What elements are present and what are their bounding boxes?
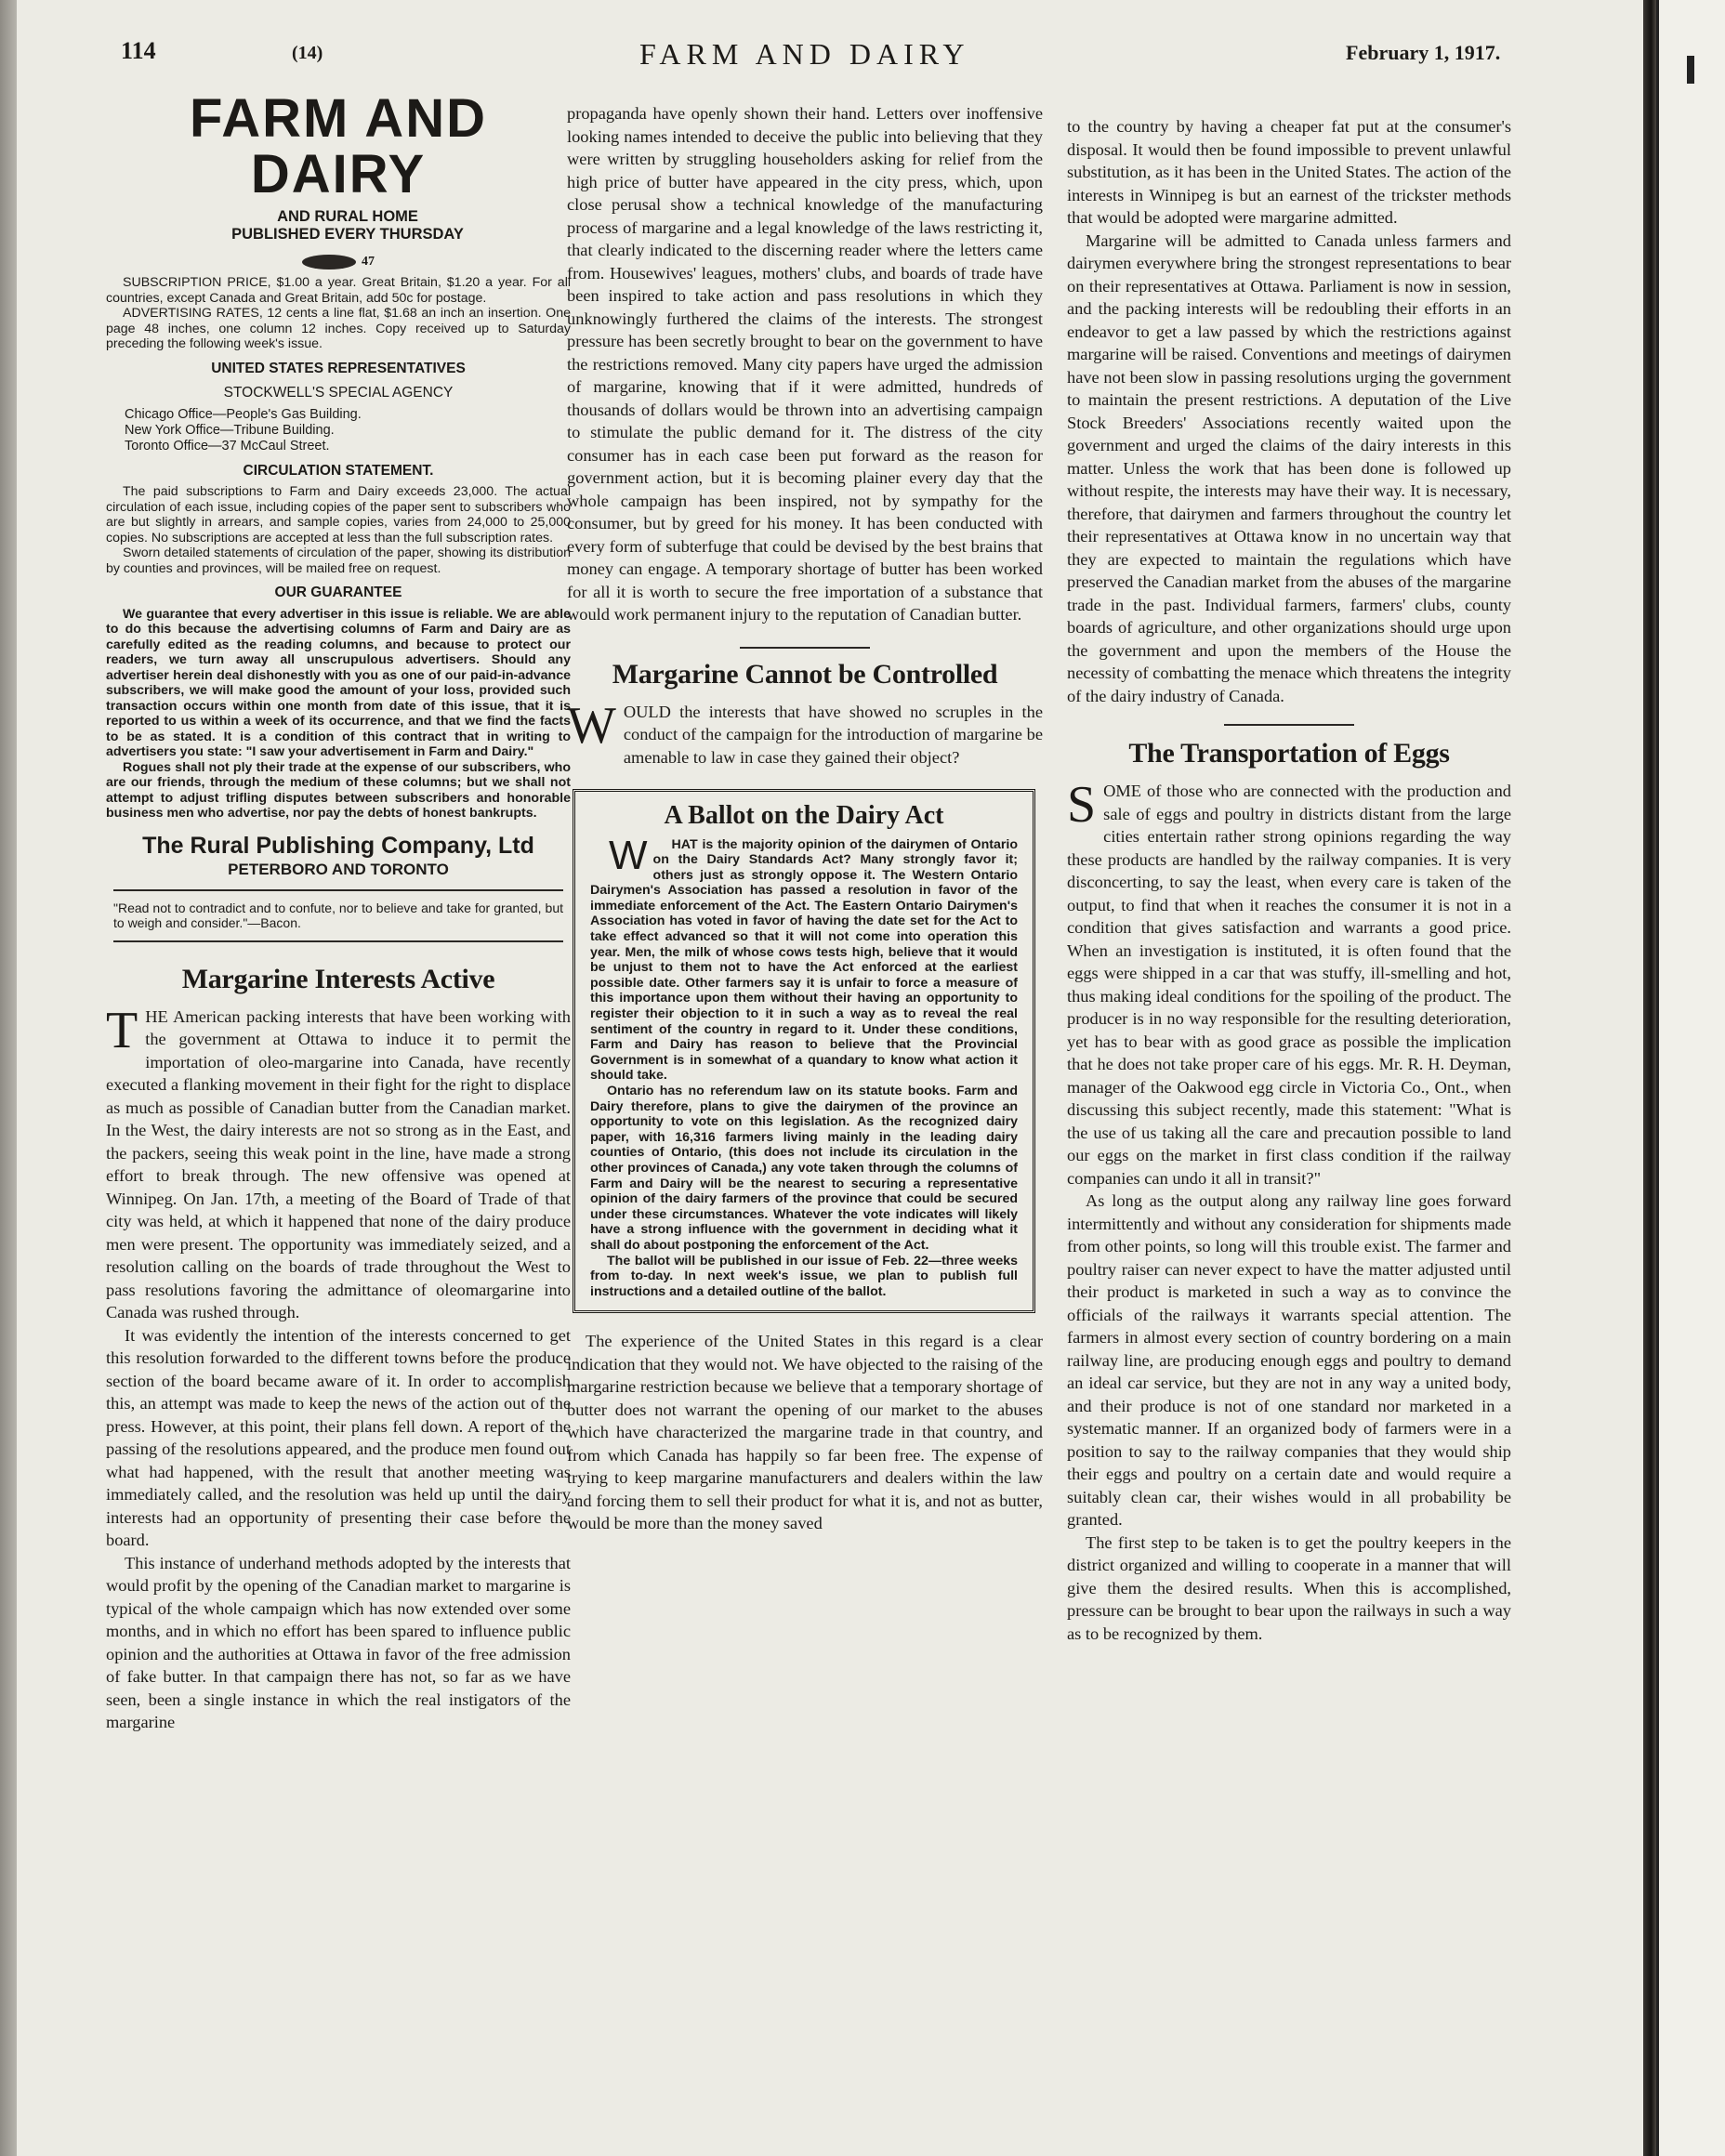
column-3 [1067, 115, 1511, 1645]
ballot-paragraph: The ballot will be published in our issue of Feb. 22—three weeks from to-day. In next week's issue, we plan to publish full instructions and a detailed outline of the ballot. [590, 1253, 1018, 1299]
article-paragraph: Margarine will be admitted to Canada unless farmers and dairymen everywhere bring the strongest representations to bear on their representatives at Ottawa. Parliament is now in session, and the packing interests will be redoubling their efforts in an endeavor to get a law passed by which the restrictions against margarine will be raised. Conventions and meetings of dairymen have not been slow in passing resolutions urging the government to maintain the present restrictions. A deputation of the Live Stock Breeders' Associations recently waited upon the government and urged the claims of the dairy interests in this matter. Unless the work that has been done is followed up without respite, the interests may have their way. It is necessary, therefore, that dairymen and farmers throughout the country let their representatives at Ottawa know in no uncertain way that they are expected to maintain the regulations which have preserved the Canadian market from the abuses of the margarine trade in the past. Individual farmers, farmers' clubs, county boards of agriculture, and other organizations should urge upon the government and upon the members of the House the necessity of combatting the menace which threatens the integrity of the dairy industry of Canada. [1067, 230, 1511, 705]
circulation-text: The paid subscriptions to Farm and Dairy exceeds 23,000. The actual circulation of each issue, including copies of the paper sent to subscribers who are but slightly in arrears, and sample copies, varies from 24,000 to 25,000 copies. No subscriptions are accepted at less than the full subscription rates. [106, 484, 571, 546]
divider [740, 647, 870, 649]
divider [1224, 724, 1354, 726]
divider [113, 940, 563, 942]
circulation-sworn: Sworn detailed statements of circulation of the paper, showing its distribution by counties and provinces, will be mailed free on request. [106, 546, 571, 576]
article-paragraph: OULD the interests that have showed no scruples in the conduct of the campaign for the introduction of margarine be amenable to law in case they gained their object? [623, 702, 1043, 767]
ballot-box-title: A Ballot on the Dairy Act [664, 801, 944, 830]
edge-mark [1687, 56, 1694, 84]
article-title-eggs: The Transportation of Eggs [1128, 738, 1450, 769]
guarantee-text: We guarantee that every advertiser in this issue is reliable. We are able to do this because the advertising columns of Farm and Dairy are as carefully edited as the reading columns, and because to protect our readers, we turn away all unscrupulous advertisers. Should any advertiser herein deal dishonestly with you as one of our paid-in-advance subscribers, we will make good the amount of your loss, provided such transaction occurs within one month from date of this issue, that it is reported to us within a week of its occurrence, and that we find the facts to be as stated. It is a condition of this contract that in writing to advertisers you state: "I saw your advertisement in Farm and Dairy." [106, 606, 571, 759]
masthead [106, 88, 571, 942]
article-paragraph: HE American packing interests that have been working with the government at Ottawa to induce it to permit the importation of oleo-margarine into Canada, have recently executed a flanking movement in their fight for the right to displace as much as possible of Canadian butter from the Canadian market. In the West, the dairy interests are not so strong as in the East, and the packers, seeing this weak point in the line, have made a strong effort to break through. The new offensive was opened at Winnipeg. On Jan. 17th, a meeting of the Board of Trade of that city was held, at which it happened that none of the dairy produce men were present. The opportunity was immediately seized, and a resolution calling on the boards of trade throughout the West to pass resolutions favoring the admittance of oleomargarine into Canada was rushed through. [106, 1006, 571, 1321]
circulation-heading: CIRCULATION STATEMENT. [243, 462, 434, 479]
column-1 [106, 88, 571, 1734]
office-chicago: Chicago Office—People's Gas Building. [125, 406, 362, 422]
office-new-york: New York Office—Tribune Building. [125, 422, 335, 438]
article-title-interests: Margarine Interests Active [181, 963, 495, 994]
article-paragraph: The first step to be taken is to get the poultry keepers in the district organized and willing to cooperate in a manner that will give them the desired results. When this is accomplished, pressure can be brought to bear upon the railways in such a way as to be recognized by them. [1067, 1532, 1511, 1643]
column-2 [567, 102, 1043, 1535]
article-paragraph: As long as the output along any railway line goes forward intermittently and without any consideration for shipments made from other points, so long will this trouble exist. The farmer and poultry raiser can never expect to have the matter adjusted until their product is marketed in such a way as to convince the officials of the railways it warrants special attention. The farmers in almost every section of country bordering on a main railway line, are producing enough eggs and poultry to demand an ideal car service, but they are not in any way a united body, and their produce is not of one standard nor marketed in a systematic manner. If an organized body of farmers were in a position to say to the railway companies that they would ship their eggs and poultry on a certain date and would require a suitably clean car, their wishes would in all probability be granted. [1067, 1191, 1511, 1529]
emblem-number: 47 [362, 255, 375, 269]
bacon-quote: "Read not to contradict and to confute, nor to believe and take for granted, but to weigh and consider."—Bacon. [113, 900, 563, 930]
ballot-box [573, 789, 1035, 1313]
issue-date: February 1, 1917. [1346, 41, 1501, 64]
page-gutter [1643, 0, 1656, 2156]
article-title-controlled: Margarine Cannot be Controlled [612, 658, 998, 690]
newspaper-page [17, 0, 1653, 2156]
divider [113, 889, 563, 891]
article-paragraph-continued: to the country by having a cheaper fat put at the consumer's disposal. It would then be found impossible to prevent unlawful substitution, as it has been in the United States. The action of the interests in Winnipeg is but an earnest of the trickster methods that would be adopted were margarine admitted. [1067, 117, 1511, 227]
page-header [17, 35, 1653, 91]
article-interests-body [106, 1001, 571, 1734]
office-toronto: Toronto Office—37 McCaul Street. [125, 438, 330, 454]
publisher-name: The Rural Publishing Company, Ltd [142, 832, 534, 859]
masthead-schedule: PUBLISHED EVERY THURSDAY [231, 226, 464, 243]
running-head: FARM AND DAIRY [639, 37, 970, 71]
guarantee-heading: OUR GUARANTEE [274, 585, 402, 600]
page-number: 114 [121, 37, 156, 64]
article-paragraph: This instance of underhand methods adopted by the interests that would profit by the opening of the Canadian market to margarine is typical of the whole campaign which has now extended over some months, and in which no effort has been spared to influence public opinion and the authorities at Ottawa in favor of the free admission of fake butter. In that campaign there has not, so far as we have seen, been a single instance in which the real instigators of the margarine [106, 1553, 571, 1731]
article-paragraph: It was evidently the intention of the interests concerned to get this resolution forwarded to the different towns before the produce section of the board became aware of it. In order to accomplish this, an attempt was made to keep the news of the action out of the press. However, at this point, their plans fell down. A report of the passing of the resolutions appeared, and the produce men found out what had happened, with the result that another meeting was immediately called, and the resolution was held up until the dairy interests had an opportunity of presenting their case before the board. [106, 1325, 571, 1549]
publisher-location: PETERBORO AND TORONTO [228, 861, 449, 878]
dropcap: W [609, 832, 648, 878]
masthead-subtitle: AND RURAL HOME [277, 208, 418, 225]
advertising-rates: ADVERTISING RATES, 12 cents a line flat, $1.68 an inch an insertion. One page 48 inches, one column 12 inches. Copy received up to Saturday preceding the following week's issue. [106, 306, 571, 351]
masthead-emblem [106, 251, 571, 273]
dropcap: T [106, 1001, 138, 1059]
us-reps-heading: UNITED STATES REPRESENTATIVES [211, 360, 466, 376]
dropcap: W [567, 696, 616, 755]
subscription-notice: SUBSCRIPTION PRICE, $1.00 a year. Great Britain, $1.20 a year. For all countries, except Canada and Great Britain, add 50c for postage. [106, 275, 571, 306]
next-page-edge [1656, 0, 1725, 2156]
page-index: (14) [292, 43, 323, 63]
dropcap: S [1067, 776, 1097, 834]
article-paragraph-continued: propaganda have openly shown their hand. Letters over inoffensive looking names intended to deceive the public into believing that they were written by struggling householders asking for relief from the high price of butter have appeared in the city press, which, upon close perusal show a technical knowledge of the manufacturing process of margarine and a legal knowledge of the laws restricting it, that clearly indicated to the discerning reader where the letters came from. Housewives' leagues, mothers' clubs, and boards of trade have been inspired to take action and pass resolutions in which they unknowingly furthered the claims of the interests. The strongest pressure has been secretly brought to bear on the government to have the restrictions removed. Many city papers have urged the admission of margarine, knowing that if it were admitted, hundreds of thousands of dollars would be thrown into an advertising campaign to stimulate the public demand for it. The distress of the city consumer has in each case been put forward as the reason for government action, but it is becoming plainer every day that the whole campaign has been inspired, not by sympathy for the consumer, but by greed for his money. It has been conducted with every form of subterfuge that could be devised by the best brains that money can engage. A temporary shortage of butter has been worked for all it is worth to secure the free importation of a substance that would work permanent injury to the reputation of Canadian butter. [567, 104, 1043, 624]
article-paragraph: OME of those who are connected with the production and sale of eggs and poultry in districts distant from the large cities entertain rather strong opinions regarding the way these products are handled by the railway companies. It is very disconcerting, to say the least, when every care is taken of the output, to find that when it reaches the consumer it is not in a condition that gives satisfaction and warrants a good price. When an investigation is instituted, it is often found that the eggs were shipped in a car that was stuffy, ill-smelling and hot, thus making ideal conditions for the spoiling of the product. The producer is in no way responsible for the resulting deterioration, yet has to bear with as good grace as possible the implication that he does not take proper care of his eggs. Mr. R. H. Deyman, manager of the Oakwood egg circle in Victoria Co., Ont., when discussing this subject recently, made this statement: "What is the use of us taking all the care and precaution possible to land our eggs on the market in first class condition if the railway companies can undo it all in transit?" [1067, 782, 1511, 1188]
emblem-icon [302, 255, 356, 270]
ballot-paragraph: Ontario has no referendum law on its statute books. Farm and Dairy therefore, plans to give the dairymen of the province an opportunity to vote on this legislation. As the recognized dairy paper, with 16,316 farmers living mainly in the leading dairy counties of Ontario, (this does not include its circulation in the other provinces of Canada,) any vote taken through the columns of Farm and Dairy will be the nearest to securing a representative opinion of the dairy farmers of the province that could be secured under these circumstances. Whatever the vote indicates will likely have a strong influence with the government in deciding what it shall do about postponing the enforcement of the Act. [590, 1084, 1018, 1253]
masthead-title: FARM AND DAIRY [190, 88, 487, 204]
guarantee-rogues: Rogues shall not ply their trade at the expense of our subscribers, who are our friends, through the medium of these columns; but we shall not attempt to adjust trifling disputes between subscribers and honorable business men who advertise, nor pay the debts of honest bankrupts. [106, 759, 571, 821]
article-paragraph: The experience of the United States in this regard is a clear indication that they would not. We have objected to the raising of the margarine restriction because we believe that a temporary shortage of butter does not warrant the opening of our market to the abuses which have characterized the margarine trade in that country, and from which Canada has happily so far been free. The expense of trying to keep margarine manufacturers and dealers within the law and forcing them to sell their product for what it is, and not as butter, would be more than the money saved [567, 1332, 1043, 1533]
ballot-paragraph: HAT is the majority opinion of the dairymen of Ontario on the Dairy Standards Act? Many strongly favor it; others just as strongly oppose it. The Western Ontario Dairymen's Association has passed a resolution in favor of the immediate enforcement of the Act. The Eastern Ontario Dairymen's Association has voted in favor of having the date set for the Act to take effect advanced so that it will not come into operation this year. Men, the milk of whose cows tests high, believe that it would be unjust to them not to have the Act enforced at the earliest possible date. Other farmers say it is unfair to force a measure of this importance upon them without their having an opportunity to register their objection to it in such a way as to reveal the real sentiment of the country in regard to it. Under these conditions, Farm and Dairy has reason to believe that the Provincial Government is in somewhat of a quandary to know what action it should take. [590, 836, 1018, 1084]
agency-name: STOCKWELL'S SPECIAL AGENCY [223, 385, 454, 401]
